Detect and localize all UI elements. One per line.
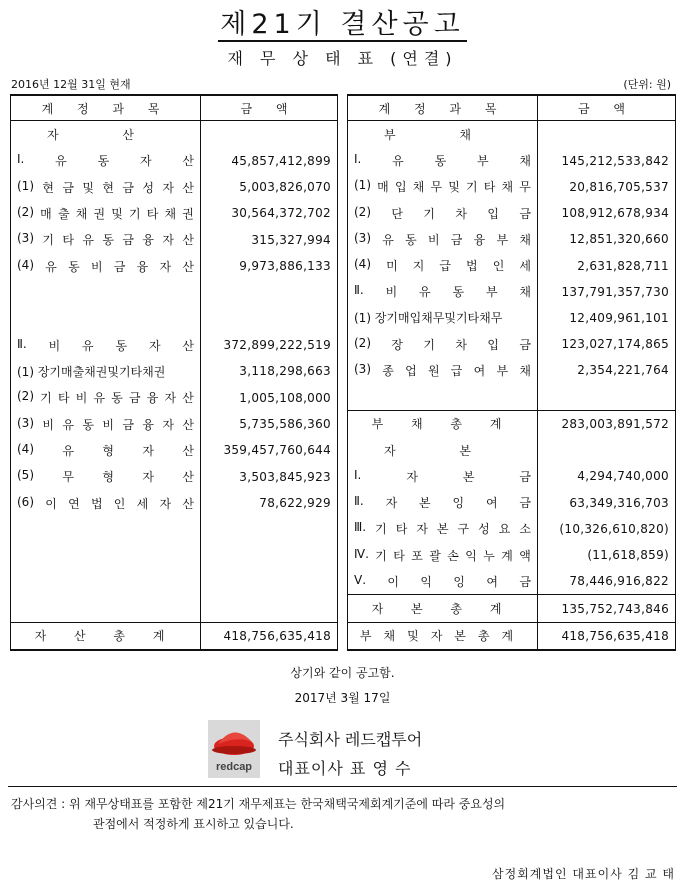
table-row [11,595,338,622]
audit-line-2: 관점에서 적정하게 표시하고 있습니다. [93,817,294,831]
account-label: (5) 무 형 자 산 [11,464,201,490]
amount-value: 123,027,174,865 [538,331,676,357]
amount-value: 45,857,412,899 [201,148,338,174]
amount-value: 3,118,298,663 [201,358,338,384]
section-row-liabilities [348,121,676,148]
account-label: (3) 종 업 원 급 여 부 채 [348,357,538,383]
amount-value [201,121,338,148]
table-row [348,200,676,226]
account-label: (2) 기 타 비 유 동 금 융 자 산 [11,385,201,411]
account-label: 부채및자본총계 [348,622,538,650]
column-header-account: 계 정 과 목 [11,95,201,121]
account-label: Ⅰ. 유 동 부 채 [348,147,538,173]
amount-value: 135,752,743,846 [538,595,676,622]
amount-value: 78,622,929 [201,490,338,516]
amount-value: 1,005,108,000 [201,385,338,411]
logo-wordmark: redcap [215,761,253,773]
amount-value: 63,349,316,703 [538,490,676,516]
table-row [11,306,338,332]
account-label [11,279,201,305]
table-row [11,490,338,516]
account-label: (2) 단 기 차 입 금 [348,200,538,226]
amount-value: (11,618,859) [538,542,676,568]
table-row [11,227,338,253]
amount-value [201,543,338,569]
account-label [11,306,201,332]
column-header-account: 계 정 과 목 [348,95,538,121]
amount-value: 30,564,372,702 [201,200,338,226]
column-header-amount: 금 액 [201,95,338,121]
amount-value: 418,756,635,418 [201,622,338,650]
table-row [348,463,676,489]
total-row-liabilities [348,410,676,437]
account-label: (3) 기 타 유 동 금 융 자 산 [11,227,201,253]
statement-subtitle: 재 무 상 태 표 (연결) [227,49,458,68]
section-row-equity [348,437,676,463]
account-label: (1) 장기매출채권및기타채권 [11,358,201,384]
total-row-assets [11,622,338,650]
account-label [11,595,201,622]
account-label: (3) 유 동 비 금 융 부 채 [348,226,538,252]
table-row [348,568,676,595]
account-label: (4) 미 지 급 법 인 세 [348,252,538,278]
redcap-logo [208,720,260,778]
table-row [348,490,676,516]
amount-value [201,306,338,332]
account-label: (2) 장 기 차 입 금 [348,331,538,357]
unit-label: (단위: 원) [623,78,671,91]
amount-value [201,279,338,305]
account-label: (1) 현 금 및 현 금 성 자 산 [11,174,201,200]
amount-value: 78,446,916,822 [538,568,676,595]
amount-value: 12,409,961,101 [538,305,676,331]
table-row [348,516,676,542]
table-row [348,147,676,173]
ceo-name: 대표이사 표 영 수 [278,759,412,778]
amount-value [201,569,338,595]
amount-value: (10,326,610,820) [538,516,676,542]
account-label [11,569,201,595]
account-label: 부 채 총 계 [348,410,538,437]
column-header-amount: 금 액 [538,95,676,121]
amount-value: 372,899,222,519 [201,332,338,358]
audit-opinion [11,794,505,834]
company-name: 주식회사 레드캡투어 [278,730,423,749]
amount-value [538,121,676,148]
audit-line-1: 감사의견 : 위 재무상태표를 포함한 제21기 재무제표는 한국채택국제회계기준에 따라 중요성의 [11,797,506,811]
account-label: (1) 장기매입채무및기타채무 [348,305,538,331]
account-label: Ⅲ. 기 타 자 본 구 성 요 소 [348,516,538,542]
amount-value: 5,003,826,070 [201,174,338,200]
amount-value: 5,735,586,360 [201,411,338,437]
amount-value: 2,354,221,764 [538,357,676,383]
amount-value [201,516,338,542]
table-row [11,253,338,279]
table-row [11,200,338,226]
amount-value [538,437,676,463]
table-row [11,437,338,463]
table-row [11,464,338,490]
liabilities-equity-table [347,94,676,651]
table-row [348,384,676,411]
amount-value: 359,457,760,644 [201,437,338,463]
assets-table [10,94,338,651]
table-row [348,331,676,357]
table-row [11,279,338,305]
table-row [11,516,338,542]
account-label [11,516,201,542]
balance-sheet [10,94,676,651]
amount-value: 12,851,320,660 [538,226,676,252]
amount-value: 4,294,740,000 [538,463,676,489]
amount-value: 283,003,891,572 [538,410,676,437]
auditor-signature: 삼정회계법인 대표이사 김 교 태 [492,867,675,881]
table-row [11,411,338,437]
account-label [11,543,201,569]
amount-value: 137,791,357,730 [538,279,676,305]
table-row [11,148,338,174]
account-label: Ⅰ. 자 본 금 [348,463,538,489]
account-label: (3) 비 유 동 비 금 융 자 산 [11,411,201,437]
table-row [11,174,338,200]
account-label: (4) 유 형 자 산 [11,437,201,463]
table-row [11,385,338,411]
total-row-equity [348,595,676,622]
account-label: (4) 유 동 비 금 융 자 산 [11,253,201,279]
amount-value: 145,212,533,842 [538,147,676,173]
divider [8,786,677,787]
notice-text: 상기와 같이 공고함. [290,666,395,680]
account-label: 자 산 [11,121,201,148]
account-label: Ⅰ. 유 동 자 산 [11,148,201,174]
table-row [348,357,676,383]
account-label: Ⅱ. 비 유 동 자 산 [11,332,201,358]
account-label: Ⅴ. 이 익 잉 여 금 [348,568,538,595]
amount-value: 108,912,678,934 [538,200,676,226]
amount-value: 418,756,635,418 [538,622,676,650]
amount-value: 9,973,886,133 [201,253,338,279]
account-label: 자 본 총 계 [348,595,538,622]
account-label: Ⅱ. 비 유 동 부 채 [348,279,538,305]
account-label: 자 본 [348,437,538,463]
amount-value: 20,816,705,537 [538,174,676,200]
account-label: Ⅱ. 자 본 잉 여 금 [348,490,538,516]
total-row-grand [348,622,676,650]
table-row [348,305,676,331]
table-row [348,226,676,252]
amount-value [201,595,338,622]
table-row [11,543,338,569]
table-row [11,358,338,384]
account-label: (2) 매 출 채 권 및 기 타 채 권 [11,200,201,226]
table-row [348,252,676,278]
table-row [348,279,676,305]
table-row [348,174,676,200]
as-of-date: 2016년 12월 31일 현재 [11,78,131,91]
notice-date: 2017년 3월 17일 [294,691,391,705]
account-label: 부 채 [348,121,538,148]
account-label: Ⅳ. 기 타 포 괄 손 익 누 계 액 [348,542,538,568]
amount-value: 2,631,828,711 [538,252,676,278]
table-row [11,569,338,595]
amount-value [538,384,676,411]
table-row [11,332,338,358]
account-label: (6) 이 연 법 인 세 자 산 [11,490,201,516]
account-label: (1) 매 입 채 무 및 기 타 채 무 [348,174,538,200]
account-label: 자 산 총 계 [11,622,201,650]
amount-value: 3,503,845,923 [201,464,338,490]
section-row-assets [11,121,338,148]
table-row [348,542,676,568]
announcement-title: 제21기 결산공고 [220,9,465,40]
account-label [348,384,538,411]
amount-value: 315,327,994 [201,227,338,253]
